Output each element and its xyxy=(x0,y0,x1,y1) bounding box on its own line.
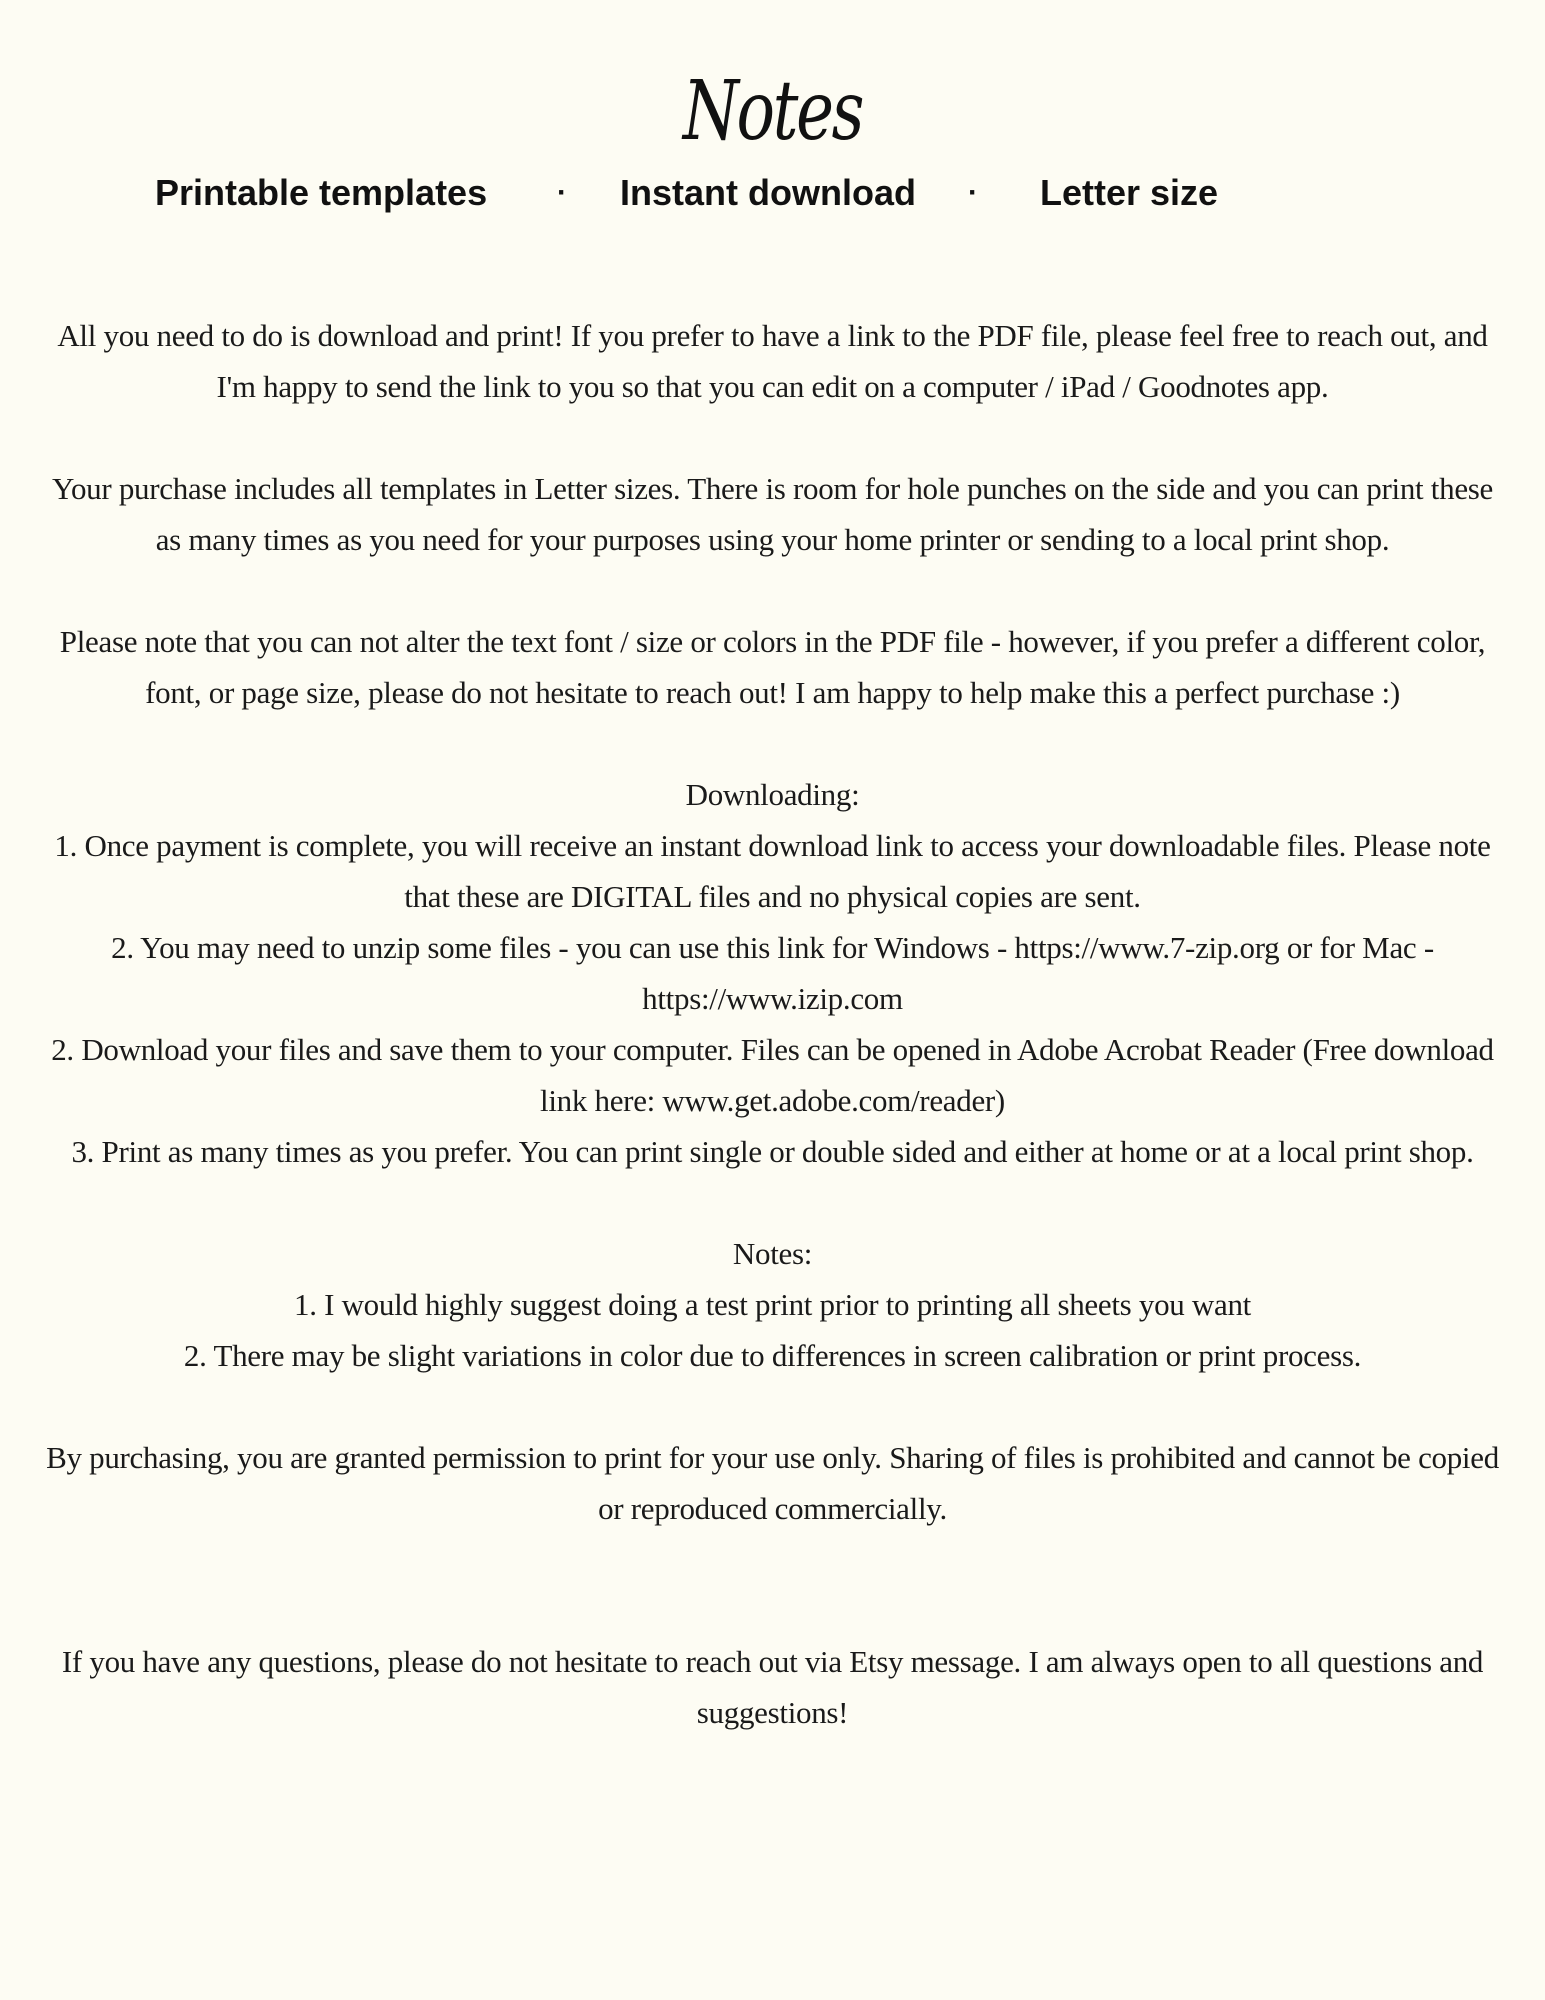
tagline-item-printable-templates: Printable templates xyxy=(155,172,488,213)
notes-item: 1. I would highly suggest doing a test print prior to printing all sheets you want xyxy=(294,1287,1251,1322)
downloading-step: 3. Print as many times as you prefer. You can print single or double sided and either at home or at a local print shop. xyxy=(71,1134,1474,1169)
spacer xyxy=(40,412,1505,463)
spacer xyxy=(40,718,1505,769)
intro-paragraph: All you need to do is download and print! If you prefer to have a link to the PDF file, please feel free to reach out, and I'm happy to send the link to you so that you can edit on a computer / iPad / Goodnotes app. xyxy=(57,318,1488,404)
tagline-item-instant-download: Instant download xyxy=(620,172,916,213)
license-paragraph: By purchasing, you are granted permission to print for your use only. Sharing of files is prohibited and cannot be copied or reproduced commercially. xyxy=(46,1440,1499,1526)
tagline-item-letter-size: Letter size xyxy=(1040,172,1219,213)
alter-paragraph: Please note that you can not alter the text font / size or colors in the PDF file - however, if you prefer a different color, font, or page size, please do not hesitate to reach out! I am happy to help make this a perfect purchase :) xyxy=(59,624,1486,710)
tagline-separator: · xyxy=(557,176,567,209)
downloading-heading: Downloading: xyxy=(685,777,860,812)
page-title: Notes xyxy=(682,64,863,159)
spacer xyxy=(40,565,1505,616)
downloading-step: 2. Download your files and save them to your computer. Files can be opened in Adobe Acrobat Reader (Free download link here: www.get.adobe.com/reader) xyxy=(51,1032,1494,1118)
purchase-paragraph: Your purchase includes all templates in Letter sizes. There is room for hole punches on the side and you can print these as many times as you need for your purposes using your home printer or sending to a local print shop. xyxy=(52,471,1493,557)
tagline-separator: · xyxy=(968,176,978,209)
notes-heading: Notes: xyxy=(732,1236,813,1271)
downloading-step: 2. You may need to unzip some files - you can use this link for Windows - https://www.7-zip.org or for Mac - https://www.izip.com xyxy=(111,930,1434,1016)
contact-paragraph: If you have any questions, please do not hesitate to reach out via Etsy message. I am always open to all questions and suggestions! xyxy=(61,1644,1484,1730)
downloading-step: 1. Once payment is complete, you will receive an instant download link to access your downloadable files. Please note that these are DIGITAL files and no physical copies are sent. xyxy=(54,828,1491,914)
spacer xyxy=(40,1381,1505,1432)
spacer xyxy=(40,1534,1505,1636)
notes-item: 2. There may be slight variations in color due to differences in screen calibration or print process. xyxy=(183,1338,1362,1373)
spacer xyxy=(40,1177,1505,1228)
tagline xyxy=(0,168,1545,218)
body-text xyxy=(40,310,1505,1738)
